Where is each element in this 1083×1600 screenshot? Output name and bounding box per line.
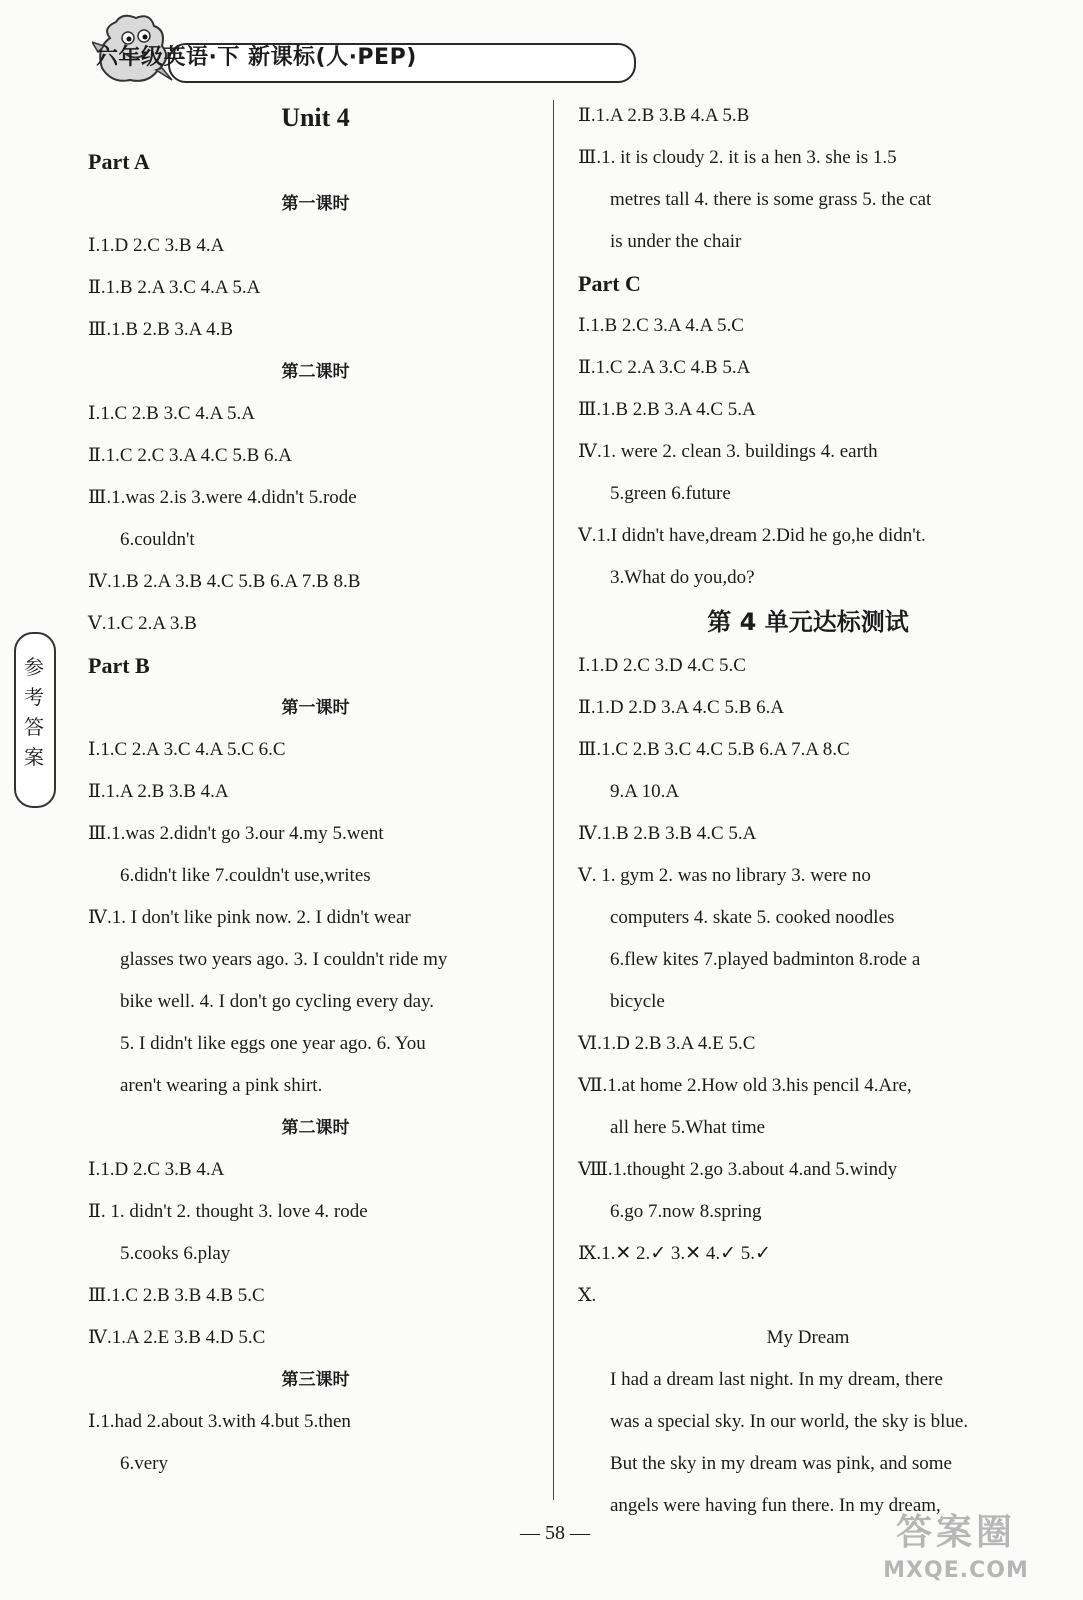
lesson-heading: 第一课时 bbox=[281, 194, 350, 214]
answer-line: Ⅵ.1.D 2.B 3.A 4.E 5.C bbox=[578, 1033, 756, 1054]
answer-line: Ⅲ.1.B 2.B 3.A 4.C 5.A bbox=[578, 399, 756, 420]
answer-line: Ⅲ.1.B 2.B 3.A 4.B bbox=[88, 319, 234, 340]
answer-line: Ⅳ.1.B 2.A 3.B 4.C 5.B 6.A 7.B 8.B bbox=[88, 571, 361, 592]
right-column bbox=[578, 95, 1038, 1527]
answer-continuation: glasses two years ago. 3. I couldn't ride my bbox=[120, 949, 448, 970]
answer-line: Ⅲ.1.C 2.B 3.C 4.C 5.B 6.A 7.A 8.C bbox=[578, 739, 850, 760]
answer-continuation: 6.go 7.now 8.spring bbox=[610, 1201, 762, 1222]
answer-line: Ⅲ.1. it is cloudy 2. it is a hen 3. she is 1.5 bbox=[578, 147, 897, 168]
watermark-line1: 答案圈 bbox=[895, 1512, 1016, 1553]
answer-line: Ⅱ. 1. didn't 2. thought 3. love 4. rode bbox=[88, 1201, 368, 1222]
answer-continuation: 5.cooks 6.play bbox=[120, 1243, 231, 1264]
answer-continuation: 6.didn't like 7.couldn't use,writes bbox=[120, 865, 371, 886]
answer-continuation: metres tall 4. there is some grass 5. the cat bbox=[610, 189, 932, 210]
essay-title: My Dream bbox=[766, 1327, 850, 1348]
part-heading: Part A bbox=[88, 149, 150, 174]
answer-continuation: 9.A 10.A bbox=[610, 781, 680, 802]
answer-line: Ⅰ.1.D 2.C 3.B 4.A bbox=[88, 1159, 225, 1180]
side-tab-label bbox=[24, 652, 44, 772]
answer-line: Ⅲ.1.was 2.didn't go 3.our 4.my 5.went bbox=[88, 823, 384, 844]
answer-continuation: bike well. 4. I don't go cycling every day. bbox=[120, 991, 435, 1012]
answer-line: Ⅰ.1.D 2.C 3.D 4.C 5.C bbox=[578, 655, 746, 676]
watermark bbox=[840, 1510, 1072, 1595]
side-tab-char: 案 bbox=[24, 745, 44, 769]
answer-line: Ⅱ.1.C 2.A 3.C 4.B 5.A bbox=[578, 357, 751, 378]
answer-continuation: 5.green 6.future bbox=[610, 483, 731, 504]
answer-line: Ⅰ.1.had 2.about 3.with 4.but 5.then bbox=[88, 1411, 351, 1432]
answer-line: Ⅰ.1.C 2.A 3.C 4.A 5.C 6.C bbox=[88, 739, 286, 760]
answer-line: Ⅶ.1.at home 2.How old 3.his pencil 4.Are, bbox=[578, 1075, 912, 1096]
lesson-heading: 第二课时 bbox=[281, 362, 350, 382]
answer-line: Ⅱ.1.A 2.B 3.B 4.A bbox=[88, 781, 229, 802]
answer-continuation: all here 5.What time bbox=[610, 1117, 766, 1138]
answer-continuation: 5. I didn't like eggs one year ago. 6. You bbox=[120, 1033, 426, 1054]
answer-continuation: aren't wearing a pink shirt. bbox=[120, 1075, 323, 1096]
answer-line: Ⅰ.1.B 2.C 3.A 4.A 5.C bbox=[578, 315, 744, 336]
lesson-heading: 第一课时 bbox=[281, 698, 350, 718]
answer-line: Ⅳ.1. I don't like pink now. 2. I didn't wear bbox=[88, 907, 411, 928]
left-column bbox=[88, 95, 543, 1485]
answer-continuation: angels were having fun there. In my dream, bbox=[610, 1495, 941, 1516]
answer-line: Ⅲ.1.was 2.is 3.were 4.didn't 5.rode bbox=[88, 487, 357, 508]
answer-line: Ⅱ.1.C 2.C 3.A 4.C 5.B 6.A bbox=[88, 445, 292, 466]
watermark-line2: MXQE.COM bbox=[883, 1558, 1029, 1583]
test-heading: 第 4 单元达标测试 bbox=[707, 608, 909, 636]
answer-line: Ⅳ.1.B 2.B 3.B 4.C 5.A bbox=[578, 823, 757, 844]
answer-continuation: computers 4. skate 5. cooked noodles bbox=[610, 907, 895, 928]
unit-heading: Unit 4 bbox=[281, 103, 350, 132]
answer-line: Ⅴ.1.I didn't have,dream 2.Did he go,he didn't. bbox=[578, 525, 926, 546]
answer-line: Ⅰ.1.D 2.C 3.B 4.A bbox=[88, 235, 225, 256]
answer-line: Ⅳ.1.A 2.E 3.B 4.D 5.C bbox=[88, 1327, 266, 1348]
side-tab-char: 考 bbox=[24, 685, 44, 709]
lesson-heading: 第三课时 bbox=[281, 1370, 350, 1390]
answer-continuation: 3.What do you,do? bbox=[610, 567, 755, 588]
answer-line: Ⅹ. bbox=[578, 1285, 597, 1306]
answer-line: Ⅷ.1.thought 2.go 3.about 4.and 5.windy bbox=[578, 1159, 898, 1180]
answer-line: Ⅱ.1.D 2.D 3.A 4.C 5.B 6.A bbox=[578, 697, 785, 718]
answer-continuation: 6.flew kites 7.played badminton 8.rode a bbox=[610, 949, 921, 970]
answer-continuation: 6.very bbox=[120, 1453, 169, 1474]
part-heading: Part B bbox=[88, 653, 150, 678]
side-tab-char: 参 bbox=[24, 655, 44, 679]
answer-line: Ⅰ.1.C 2.B 3.C 4.A 5.A bbox=[88, 403, 255, 424]
answer-line: Ⅲ.1.C 2.B 3.B 4.B 5.C bbox=[88, 1285, 265, 1306]
answer-line: Ⅱ.1.B 2.A 3.C 4.A 5.A bbox=[88, 277, 261, 298]
answer-line: Ⅴ.1.C 2.A 3.B bbox=[88, 613, 197, 634]
answer-line: Ⅳ.1. were 2. clean 3. buildings 4. earth bbox=[578, 441, 878, 462]
lesson-heading: 第二课时 bbox=[281, 1118, 350, 1138]
part-heading: Part C bbox=[578, 271, 641, 296]
answer-continuation: But the sky in my dream was pink, and some bbox=[610, 1453, 952, 1474]
answer-continuation: I had a dream last night. In my dream, there bbox=[610, 1369, 943, 1390]
answer-line: Ⅱ.1.A 2.B 3.B 4.A 5.B bbox=[578, 105, 750, 126]
answer-continuation: bicycle bbox=[610, 991, 665, 1012]
side-tab-char: 答 bbox=[24, 715, 44, 739]
answer-line: Ⅴ. 1. gym 2. was no library 3. were no bbox=[578, 865, 871, 886]
column-divider bbox=[553, 100, 554, 1500]
answer-continuation: 6.couldn't bbox=[120, 529, 195, 550]
page-number: — 58 — bbox=[520, 1522, 590, 1544]
answer-continuation: was a special sky. In our world, the sky is blue. bbox=[610, 1411, 969, 1432]
book-title: 六年级英语·下 新课标(人·PEP) bbox=[96, 45, 417, 70]
answer-continuation: is under the chair bbox=[610, 231, 742, 252]
answer-line: Ⅸ.1.✕ 2.✓ 3.✕ 4.✓ 5.✓ bbox=[578, 1243, 771, 1264]
